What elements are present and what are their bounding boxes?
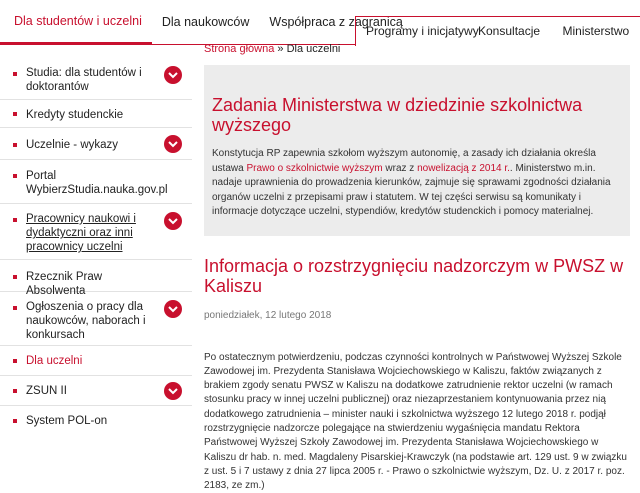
bullet-icon bbox=[13, 419, 17, 423]
sidebar-item-uczelnie-wykazy[interactable] bbox=[0, 128, 192, 160]
intro-text-part: . Ministerstwo m.in. nadaje uprawnienia do prowadzenia kierunków, zajmuje się sprawami zgodności działania organów uczelni z przepisami praw i statutem. W tej części serwisu są komunikaty i informacje dotyczące uczelni, stypendiów, kredytów studenckich i pomocy materialnej. bbox=[212, 163, 611, 218]
sidebar-item-kredyty[interactable] bbox=[0, 100, 192, 128]
intro-title: Zadania Ministerstwa w dziedzinie szkolnictwa wyższego bbox=[212, 95, 620, 135]
sidebar-item-label: Ogłoszenia o pracy dla naukowców, naborach i konkursach bbox=[26, 301, 146, 341]
sidebar-item-label: Kredyty studenckie bbox=[26, 109, 123, 121]
sidebar-item-pracownicy-naukowi[interactable] bbox=[0, 204, 192, 260]
bullet-icon bbox=[13, 389, 17, 393]
sidebar-menu bbox=[0, 58, 192, 436]
sidebar-item-label: Rzecznik Praw Absolwenta bbox=[26, 271, 102, 297]
breadcrumb-home-link[interactable]: Strona główna bbox=[204, 43, 274, 55]
breadcrumb-current: Dla uczelni bbox=[287, 43, 341, 55]
tab-dla-studentow-i-uczelni[interactable]: Dla studentów i uczelni bbox=[0, 0, 152, 44]
bullet-icon bbox=[13, 143, 17, 147]
sidebar-item-system-pol-on[interactable] bbox=[0, 406, 192, 436]
sidebar-item-zsun-ii[interactable] bbox=[0, 376, 192, 406]
intro-box bbox=[204, 65, 630, 236]
tab-konsultacje[interactable]: Konsultacje bbox=[470, 17, 553, 46]
sidebar-item-label: Uczelnie - wykazy bbox=[26, 139, 118, 151]
intro-text-part: Konstytucja RP zapewnia szkołom wyższym autonomię, a zasady ich działania określa ustawa bbox=[212, 148, 596, 174]
breadcrumb-separator: » bbox=[277, 43, 283, 55]
breadcrumb bbox=[204, 40, 630, 58]
sidebar-item-label: Portal WybierzStudia.nauka.gov.pl bbox=[26, 170, 168, 196]
nowelizacja-link[interactable]: nowelizacją z 2014 r. bbox=[417, 163, 510, 174]
bullet-icon bbox=[13, 72, 17, 76]
sidebar-item-studia[interactable] bbox=[0, 58, 192, 100]
bullet-icon bbox=[13, 174, 17, 178]
sidebar-item-dla-uczelni[interactable] bbox=[0, 346, 192, 376]
sidebar-item-label: Dla uczelni bbox=[26, 355, 82, 367]
bullet-icon bbox=[13, 275, 17, 279]
article-title[interactable]: Informacja o rozstrzygnięciu nadzorczym w PWSZ w Kaliszu bbox=[204, 256, 630, 296]
sidebar-item-label: ZSUN II bbox=[26, 385, 67, 397]
intro-text-part: wraz z bbox=[383, 163, 417, 174]
primary-tabs bbox=[0, 0, 413, 44]
bullet-icon bbox=[13, 112, 17, 116]
chevron-down-icon[interactable] bbox=[164, 66, 182, 84]
bullet-icon bbox=[13, 306, 17, 310]
intro-text bbox=[212, 147, 620, 220]
tab-programy-i-inicjatywy[interactable]: Programy i inicjatywy bbox=[356, 17, 470, 46]
prawo-o-szkolnictwie-link[interactable]: Prawo o szkolnictwie wyższym bbox=[246, 163, 382, 174]
sidebar-item-portal-wybierzstudia[interactable] bbox=[0, 160, 192, 204]
chevron-down-icon[interactable] bbox=[164, 382, 182, 400]
sidebar-item-rzecznik-praw-absolwenta[interactable] bbox=[0, 260, 192, 292]
tab-dla-naukowcow[interactable]: Dla naukowców bbox=[152, 0, 260, 44]
chevron-down-icon[interactable] bbox=[164, 135, 182, 153]
sidebar-item-label: System POL-on bbox=[26, 415, 107, 427]
main-content bbox=[204, 40, 630, 493]
article-date: poniedziałek, 12 lutego 2018 bbox=[204, 310, 630, 321]
sidebar-item-label: Studia: dla studentów i doktorantów bbox=[26, 67, 142, 93]
sidebar-item-label: Pracownicy naukowi i dydaktyczni oraz inni pracownicy uczelni bbox=[26, 213, 136, 253]
bullet-icon bbox=[13, 359, 17, 363]
tab-wspolpraca-z-zagranica[interactable]: Współpraca z zagranicą bbox=[259, 0, 412, 44]
chevron-down-icon[interactable] bbox=[164, 300, 182, 318]
tab-ministerstwo[interactable]: Ministerstwo bbox=[553, 17, 640, 46]
article-body: Po ostatecznym potwierdzeniu, podczas czynności kontrolnych w Państwowej Wyższej Szkole Zawodowej im. Prezydenta Stanisława Wojciechowskiego w Kaliszu, faktów związanych z brakiem zgody senatu PWSZ w Kaliszu na dodatkowe zatrudnienie rektor uczelni (w ramach stosunku pracy w innej uczelni publicznej) oraz niezaprzestaniem kontynuowania przez nią dodatkowego zatrudnienia – minister nauki i szkolnictwa wyższego 12 lutego 2018 r. podjął rozstrzygnięcie nadzorcze polegające na stwierdzeniu wygaśnięcia mandatu Rektora Państwowej Wyższej Szkoły Zawodowej im. Prezydenta Stanisława Wojciechowskiego w Kaliszu dr hab. n. med. Magdaleny Pisarskiej-Krawczyk (na podstawie art. 129 ust. 9 w związku z ust. 5 i 7 ustawy z dnia 27 lipca 2005 r. - Prawo o szkolnictwie wyższym, Dz. U. z 2017 r. poz. 2183, ze zm.) bbox=[204, 351, 630, 493]
chevron-down-icon[interactable] bbox=[164, 212, 182, 230]
sidebar-item-ogloszenia[interactable] bbox=[0, 292, 192, 346]
bullet-icon bbox=[13, 218, 17, 222]
